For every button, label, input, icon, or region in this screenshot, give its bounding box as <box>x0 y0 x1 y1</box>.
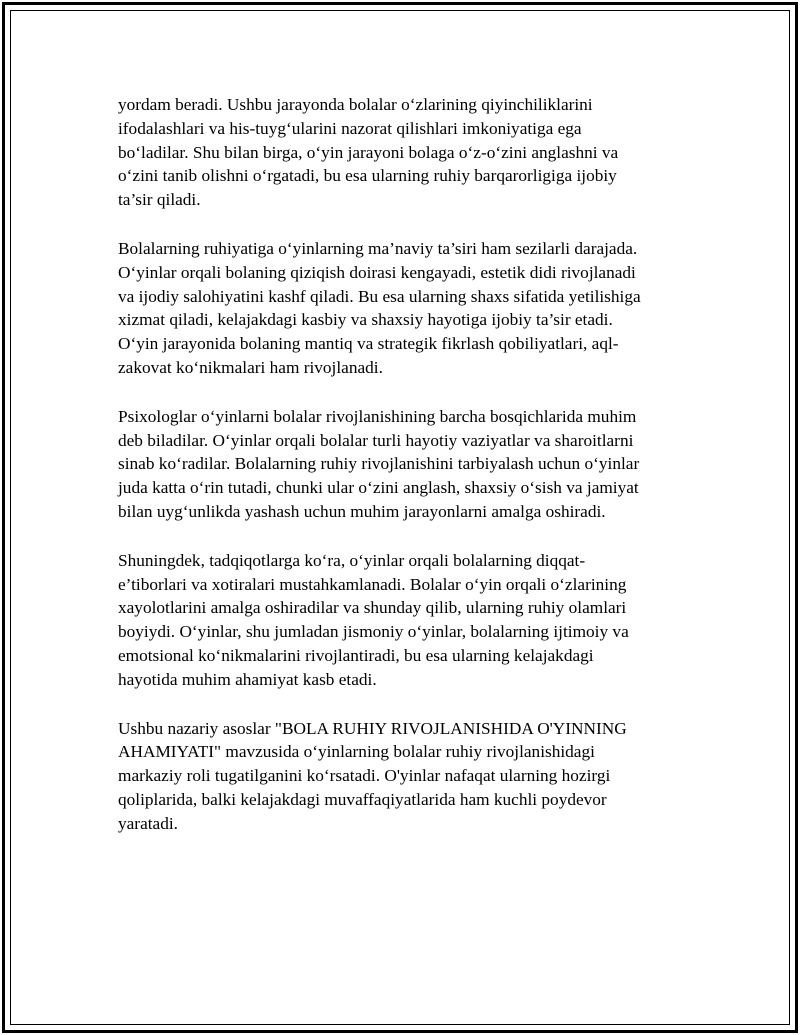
text-line: ta’sir qiladi. <box>118 190 201 210</box>
paragraph-4 <box>118 549 688 692</box>
document-body <box>118 93 688 861</box>
paragraph-1 <box>118 93 688 212</box>
text-line: juda katta o‘rin tutadi, chunki ular o‘zini anglash, shaxsiy o‘sish va jamiyat <box>118 478 639 498</box>
text-line: zakovat ko‘nikmalari ham rivojlanadi. <box>118 357 383 377</box>
text-line: xayolotlarini amalga oshiradilar va shunday qilib, ularning ruhiy olamlari <box>118 598 627 618</box>
text-line: va ijodiy salohiyatini kashf qiladi. Bu esa ularning shaxs sifatida yetilishiga <box>118 286 641 306</box>
paragraph-5 <box>118 717 688 836</box>
text-line: yordam beradi. Ushbu jarayonda bolalar o‘zlarining qiyinchiliklarini <box>118 95 593 114</box>
text-line: Psixologlar o‘yinlarni bolalar rivojlanishining barcha bosqichlarida muhim <box>118 406 637 426</box>
text-line: AHAMIYATI" mavzusida o‘yinlarning bolalar ruhiy rivojlanishidagi <box>118 742 595 762</box>
text-line: Shuningdek, tadqiqotlarga ko‘ra, o‘yinlar orqali bolalarning diqqat- <box>118 550 586 570</box>
text-line: yaratadi. <box>118 813 178 833</box>
text-line: qoliplarida, balki kelajakdagi muvaffaqiyatlarida ham kuchli poydevor <box>118 789 607 809</box>
text-line: deb biladilar. O‘yinlar orqali bolalar turli hayotiy vaziyatlar va sharoitlarni <box>118 430 634 450</box>
text-line: O‘yinlar orqali bolaning qiziqish doirasi kengayadi, estetik didi rivojlanadi <box>118 262 636 282</box>
text-line: O‘yin jarayonida bolaning mantiq va strategik fikrlash qobiliyatlari, aql- <box>118 334 619 354</box>
text-line: Bolalarning ruhiyatiga o‘yinlarning ma’naviy ta’siri ham sezilarli darajada. <box>118 238 638 258</box>
paragraph-2 <box>118 237 688 380</box>
text-line: ifodalashlari va his-tuyg‘ularini nazorat qilishlari imkoniyatiga ega <box>118 118 582 138</box>
text-line: e’tiborlari va xotiralari mustahkamlanadi. Bolalar o‘yin orqali o‘zlarining <box>118 574 627 594</box>
text-line: emotsional ko‘nikmalarini rivojlantiradi, bu esa ularning kelajakdagi <box>118 645 594 665</box>
text-line: bilan uyg‘unlikda yashash uchun muhim jarayonlarni amalga oshiradi. <box>118 501 606 521</box>
paragraph-3 <box>118 405 688 524</box>
text-line: hayotida muhim ahamiyat kasb etadi. <box>118 669 377 689</box>
text-line: boyiydi. O‘yinlar, shu jumladan jismoniy o‘yinlar, bolalarning ijtimoiy va <box>118 622 629 642</box>
text-line: xizmat qiladi, kelajakdagi kasbiy va shaxsiy hayotiga ijobiy ta’sir etadi. <box>118 310 613 330</box>
text-line: Ushbu nazariy asoslar "BOLA RUHIY RIVOJLANISHIDA O'YINNING <box>118 718 627 738</box>
text-line: o‘zini tanib olishni o‘rgatadi, bu esa ularning ruhiy barqarorligiga ijobiy <box>118 166 617 186</box>
text-line: sinab ko‘radilar. Bolalarning ruhiy rivojlanishini tarbiyalash uchun o‘yinlar <box>118 454 640 474</box>
text-line: bo‘ladilar. Shu bilan birga, o‘yin jarayoni bolaga o‘z-o‘zini anglashni va <box>118 142 619 162</box>
text-line: markaziy roli tugatilganini ko‘rsatadi. O'yinlar nafaqat ularning hozirgi <box>118 766 611 786</box>
